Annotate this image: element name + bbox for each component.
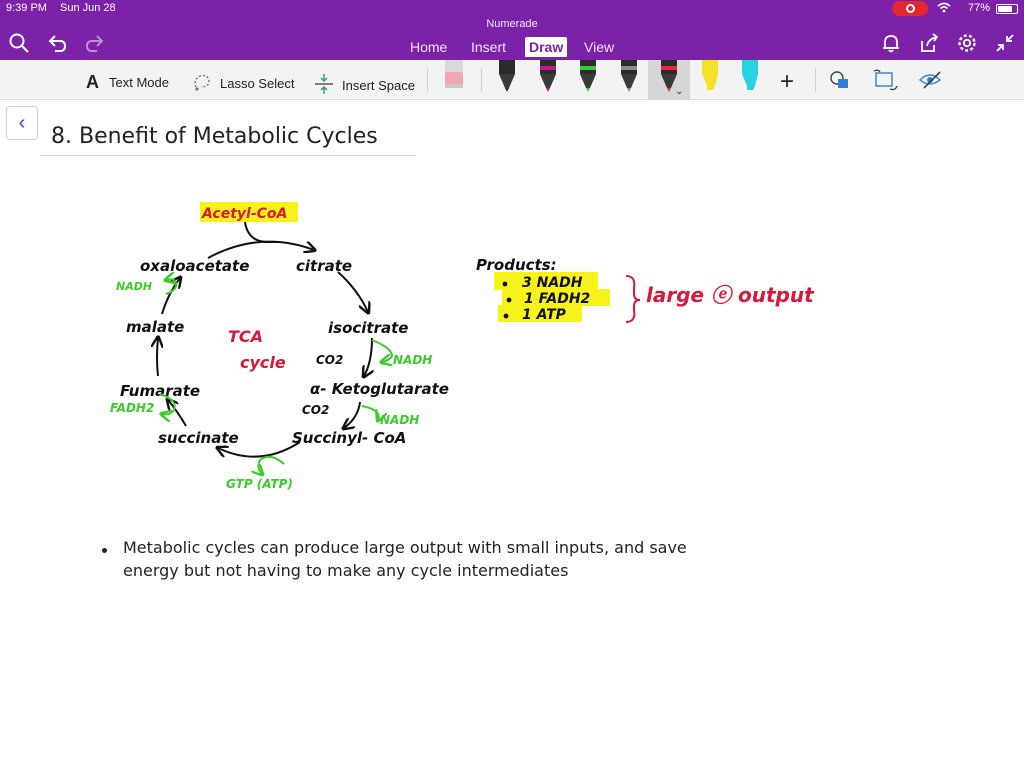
pen-tool[interactable] [577, 60, 599, 98]
arrow [364, 338, 372, 376]
lasso-select-button[interactable] [192, 72, 294, 95]
oxaloacetate-label: oxaloacetate [140, 257, 250, 275]
arrow [338, 272, 368, 312]
brace [626, 276, 640, 322]
malate-label: malate [126, 318, 185, 336]
back-button[interactable] [6, 106, 38, 140]
search-icon[interactable] [8, 32, 30, 54]
nadh-label: NADH [380, 413, 420, 427]
product-item: 3 NADH [522, 275, 583, 291]
lasso-icon [192, 72, 212, 95]
share-icon[interactable] [918, 32, 940, 54]
pen-tool[interactable] [618, 60, 640, 98]
arrow [344, 402, 360, 428]
arrow [362, 406, 379, 420]
undo-icon[interactable] [46, 32, 68, 54]
shapes-button[interactable] [829, 70, 851, 93]
succinate-label: succinate [158, 429, 239, 447]
product-bullet [507, 298, 512, 303]
ink-to-shape-icon [873, 68, 899, 95]
ink-replay-button[interactable] [918, 68, 944, 95]
pen-tool[interactable] [739, 60, 761, 98]
redo-icon[interactable] [84, 32, 106, 54]
ribbon-divider [815, 68, 816, 92]
text-mode-button[interactable] [86, 72, 169, 93]
ribbon-divider [481, 68, 482, 92]
insert-space-icon [314, 72, 334, 99]
title-underline [40, 155, 416, 156]
tca-cycle-drawing [100, 190, 840, 510]
status-date: Sun Jun 28 [60, 2, 116, 14]
arrow [258, 457, 284, 474]
status-time: 9:39 PM [6, 2, 47, 14]
acetyl-coa-label: Acetyl-CoA [202, 206, 288, 222]
insert-space-button[interactable] [314, 72, 415, 99]
bullet-text-line: energy but not having to make any cycle intermediates [123, 561, 569, 580]
product-bullet [503, 282, 508, 287]
product-bullet [504, 314, 509, 319]
products-heading: Products: [476, 256, 557, 274]
co2-label: CO2 [302, 403, 330, 417]
page-title: 8. Benefit of Metabolic Cycles [51, 124, 378, 149]
citrate-label: citrate [296, 257, 353, 275]
shapes-icon [829, 70, 851, 93]
gtp-label: GTP (ATP) [226, 477, 293, 491]
tab-insert[interactable]: Insert [471, 39, 507, 55]
tca-label: TCA [228, 327, 264, 346]
chevron-left-icon: ‹ [18, 111, 26, 134]
bullet-point [102, 548, 107, 553]
succinyl-coa-label: Succinyl- CoA [292, 429, 407, 447]
ink-to-shape-button[interactable] [873, 68, 899, 95]
arrow [245, 222, 278, 242]
chevron-down-icon[interactable]: ⌄ [675, 86, 684, 97]
bell-icon[interactable] [880, 32, 902, 54]
text-mode-label: Text Mode [109, 75, 169, 90]
fumarate-label: Fumarate [120, 382, 201, 400]
lasso-select-label: Lasso Select [220, 76, 295, 91]
arrow [157, 338, 158, 376]
arrow [208, 242, 314, 258]
eye-pen-icon [918, 68, 944, 95]
nadh-label: NADH [116, 280, 153, 293]
battery-percent: 77% [968, 2, 991, 14]
fadh2-label: FADH2 [110, 401, 155, 415]
arrow [372, 340, 392, 362]
tab-view[interactable]: View [584, 39, 615, 55]
ribbon-divider [427, 68, 428, 92]
cycle-label: cycle [240, 353, 286, 372]
product-item: 1 ATP [522, 307, 566, 323]
battery-icon [996, 4, 1018, 14]
tab-home[interactable]: Home [410, 39, 448, 55]
product-item: 1 FADH2 [524, 291, 591, 307]
nadh-label: NADH [393, 353, 433, 367]
arrow [162, 278, 180, 314]
app-title-bar [0, 0, 1024, 60]
wifi-icon [937, 2, 951, 16]
screen-record-indicator[interactable] [892, 1, 928, 16]
ketoglutarate-label: α- Ketoglutarate [310, 380, 449, 398]
plus-icon: + [780, 68, 795, 95]
draw-ribbon [0, 60, 1024, 100]
insert-space-label: Insert Space [342, 78, 415, 93]
add-pen-button[interactable] [780, 68, 794, 96]
collapse-icon[interactable] [994, 32, 1016, 54]
co2-label: CO2 [316, 353, 344, 367]
text-mode-icon: A [86, 72, 99, 92]
gear-icon[interactable] [956, 32, 978, 54]
app-title: Numerade [486, 18, 538, 30]
pen-tool[interactable] [496, 60, 518, 98]
pen-tool[interactable] [537, 60, 559, 98]
tab-draw[interactable]: Draw [525, 37, 567, 57]
bullet-text-line: Metabolic cycles can produce large output with small inputs, and save [123, 538, 687, 557]
pen-tool[interactable] [699, 60, 721, 98]
eraser-tool[interactable] [443, 60, 465, 98]
isocitrate-label: isocitrate [328, 319, 409, 337]
large-output-annotation: large ⓔ output [646, 283, 814, 307]
